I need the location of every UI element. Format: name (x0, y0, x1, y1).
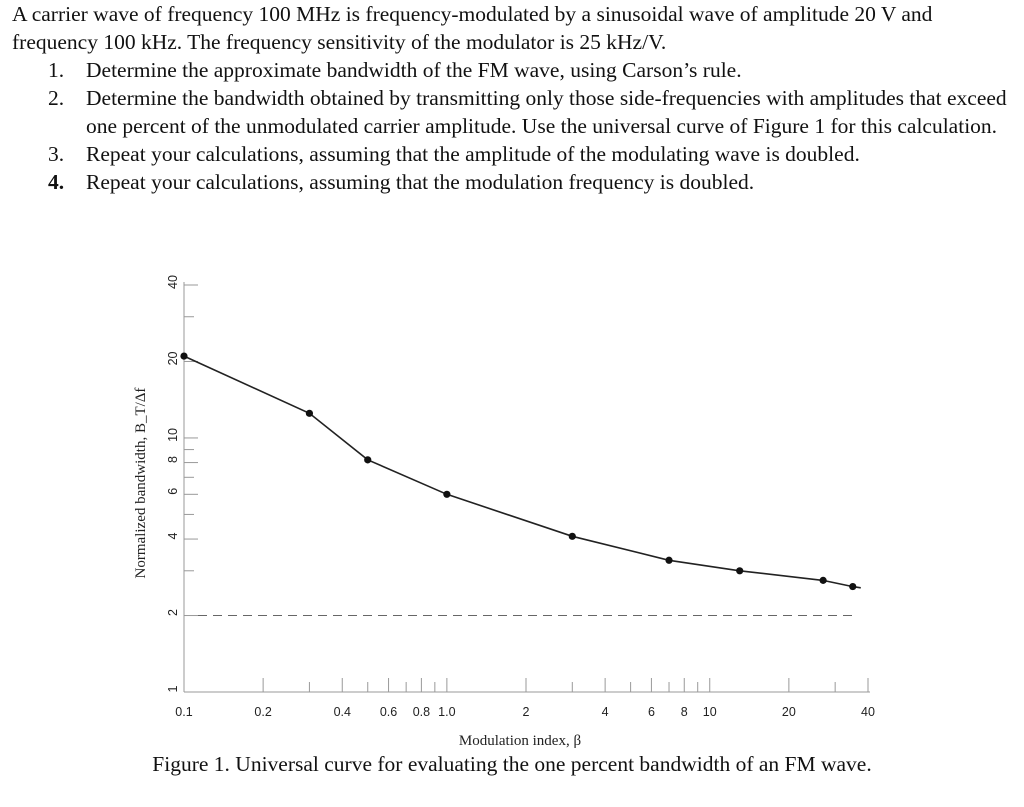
y-tick-label: 6 (166, 487, 180, 495)
data-point (569, 533, 576, 540)
x-tick-label: 6 (647, 705, 655, 719)
data-point (849, 583, 856, 590)
item-text: Repeat your calculations, assuming that the modulation frequency is doubled. (86, 170, 755, 194)
x-tick-label: 8 (680, 705, 688, 719)
item-number: 4. (48, 170, 65, 194)
labels-layer (133, 275, 875, 749)
data-point (180, 352, 187, 359)
x-tick-label: 0.4 (333, 705, 351, 719)
x-tick-label: 0.6 (379, 705, 398, 719)
data-point (820, 577, 827, 584)
x-tick-label: 0.1 (175, 705, 193, 719)
y-tick-label: 40 (166, 275, 180, 289)
x-tick-label: 0.2 (254, 705, 272, 719)
item-number: 2. (48, 86, 65, 110)
y-tick-label: 2 (166, 609, 180, 617)
item-text: Determine the bandwidth obtained by transmitting only those side-frequencies with amplitudes that exceed one percent of the unmodulated carrier amplitude. Use the universal curve of Figure 1 for this calculation. (86, 86, 1007, 138)
x-tick-label: 2 (522, 705, 530, 719)
x-tick-label: 10 (702, 705, 717, 719)
y-tick-label: 1 (166, 685, 180, 693)
x-tick-label: 20 (781, 705, 796, 719)
data-point (665, 557, 672, 564)
y-tick-label: 20 (166, 351, 180, 366)
y-tick-label: 8 (166, 456, 180, 464)
x-axis-title: Modulation index, β (458, 733, 582, 749)
x-tick-label: 1.0 (438, 705, 456, 719)
y-axis-title: Normalized bandwidth, B_T/Δf (133, 387, 149, 579)
item-text: Determine the approximate bandwidth of the FM wave, using Carson’s rule. (86, 58, 742, 82)
item-number: 3. (48, 142, 65, 166)
x-tick-label: 0.8 (412, 705, 431, 719)
x-tick-label: 4 (601, 705, 609, 719)
figure-caption: Figure 1. Universal curve for evaluating the one percent bandwidth of an FM wave. (152, 752, 872, 776)
data-point (443, 491, 450, 498)
data-point (306, 410, 313, 417)
item-number: 1. (48, 58, 65, 82)
x-tick-label: 40 (861, 705, 875, 719)
data-point (364, 456, 371, 463)
y-tick-label: 4 (166, 532, 180, 540)
series-line (184, 356, 853, 586)
problem-intro: A carrier wave of frequency 100 MHz is frequency-modulated by a sinusoidal wave of amplitude 20 V and frequency 100 kHz. The frequency sensitivity of the modulator is 25 kHz/V. (12, 2, 933, 54)
series-layer (180, 352, 860, 590)
axes (184, 282, 870, 692)
y-tick-label: 10 (166, 427, 180, 442)
item-text: Repeat your calculations, assuming that the amplitude of the modulating wave is doubled. (86, 142, 860, 166)
data-point (736, 567, 743, 574)
